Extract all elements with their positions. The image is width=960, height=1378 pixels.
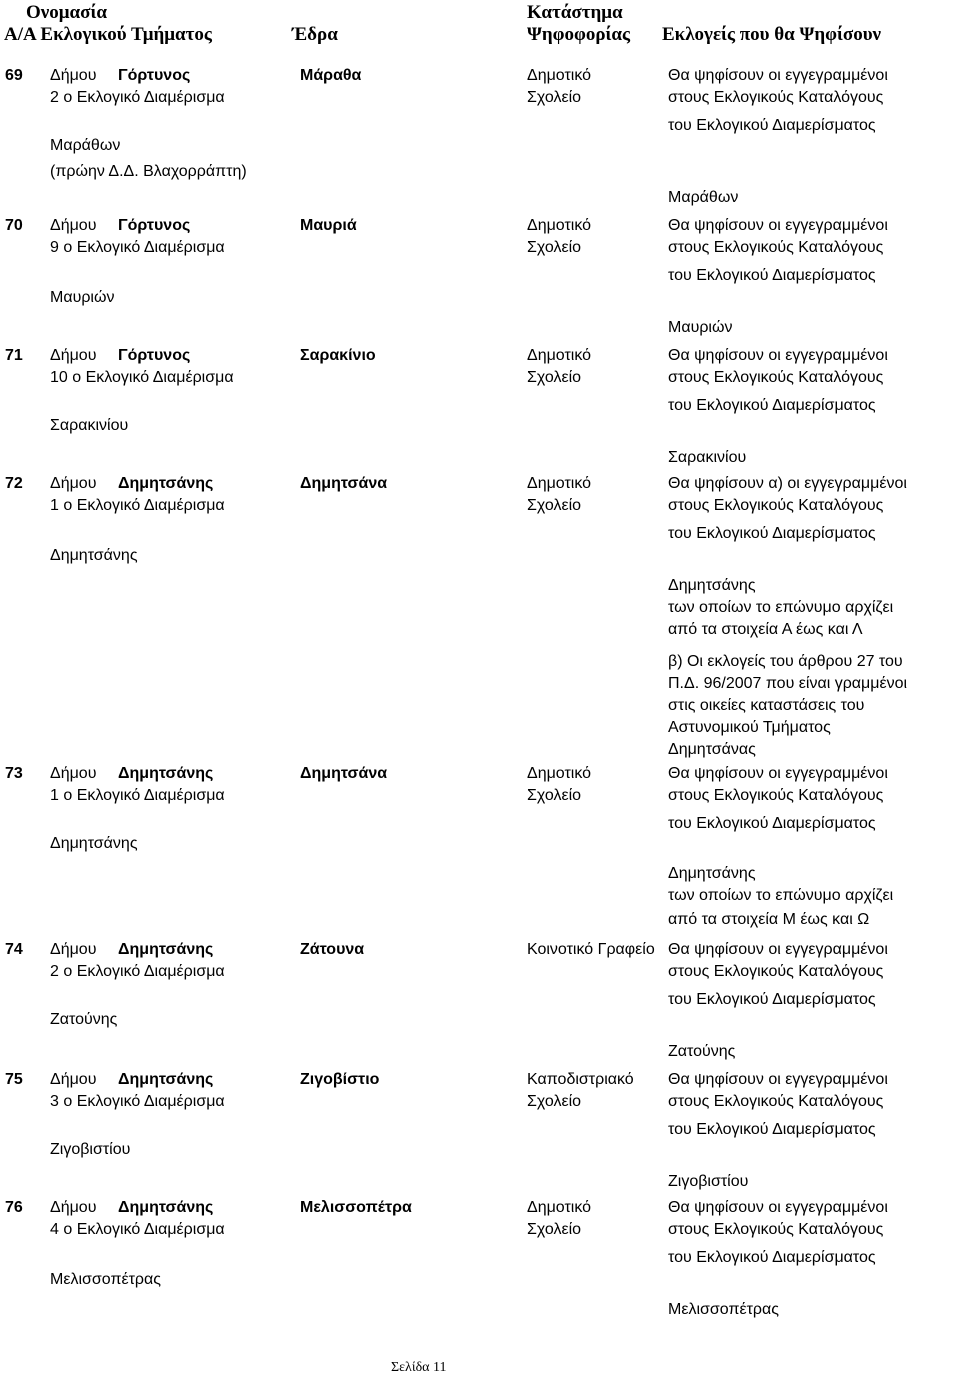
entry-seat: Μάραθα bbox=[300, 67, 362, 84]
entry-voters-line1: Θα ψηφίσουν οι εγγεγραμμένοι bbox=[668, 67, 888, 84]
entry-voters-line3: του Εκλογικού Διαμερίσματος bbox=[668, 815, 876, 832]
entry-number: 70 bbox=[5, 217, 23, 234]
entry-section-name: Σαρακινίου bbox=[50, 417, 129, 434]
entry-store-line1: Δημοτικό bbox=[527, 1199, 592, 1216]
entry-voters-line1: Θα ψηφίσουν οι εγγεγραμμένοι bbox=[668, 1071, 888, 1088]
header-col4: Εκλογείς που θα Ψηφίσουν bbox=[662, 24, 882, 45]
entry-store-line1: Δημοτικό bbox=[527, 67, 592, 84]
header-col3-line1: Κατάστημα bbox=[527, 2, 623, 23]
entry-section: 10 ο Εκλογικό Διαμέρισμα bbox=[50, 369, 234, 386]
entry-voters-line2: στους Εκλογικούς Καταλόγους bbox=[668, 963, 884, 980]
entry-voters-line1: Θα ψηφίσουν οι εγγεγραμμένοι bbox=[668, 1199, 888, 1216]
entry-voters-line4: Μαυριών bbox=[668, 319, 733, 336]
entry-voters-line4: Μαράθων bbox=[668, 189, 739, 206]
entry-store-line1: Δημοτικό bbox=[527, 347, 592, 364]
entry-town: Δημητσάνης bbox=[118, 1071, 214, 1088]
header-col1-line1: Ονομασία bbox=[26, 2, 107, 23]
header-col3-line2: Ψηφοφορίας bbox=[527, 24, 630, 45]
header-col1-line2: Α/Α Εκλογικού Τμήματος bbox=[4, 24, 212, 45]
entry-seat: Μελισσοπέτρα bbox=[300, 1199, 412, 1216]
entry-section: 2 ο Εκλογικό Διαμέρισμα bbox=[50, 963, 225, 980]
entry-voters-line4: Μελισσοπέτρας bbox=[668, 1301, 779, 1318]
entry-dimos: Δήμου bbox=[50, 475, 97, 492]
header-col2: Έδρα bbox=[292, 24, 338, 45]
entry-voters-line1: Θα ψηφίσουν οι εγγεγραμμένοι bbox=[668, 217, 888, 234]
entry-store-line1: Καποδιστριακό bbox=[527, 1071, 634, 1088]
entry-voters-line2: στους Εκλογικούς Καταλόγους bbox=[668, 787, 884, 804]
entry-section-note: (πρώην Δ.Δ. Βλαχορράπτη) bbox=[50, 163, 247, 180]
entry-voters-line1: Θα ψηφίσουν οι εγγεγραμμένοι bbox=[668, 765, 888, 782]
entry-voters-line1: Θα ψηφίσουν οι εγγεγραμμένοι bbox=[668, 347, 888, 364]
entry-voters-line3: του Εκλογικού Διαμερίσματος bbox=[668, 117, 876, 134]
entry-seat: Δημητσάνα bbox=[300, 475, 388, 492]
entry-voters-line7: β) Οι εκλογείς του άρθρου 27 του bbox=[668, 653, 903, 670]
entry-voters-line5: των οποίων το επώνυμο αρχίζει bbox=[668, 887, 894, 904]
entry-store-line1: Κοινοτικό Γραφείο bbox=[527, 941, 655, 958]
entry-section: 9 ο Εκλογικό Διαμέρισμα bbox=[50, 239, 225, 256]
entry-voters-line3: του Εκλογικού Διαμερίσματος bbox=[668, 397, 876, 414]
entry-town: Δημητσάνης bbox=[118, 475, 214, 492]
entry-store-line2: Σχολείο bbox=[527, 1093, 582, 1110]
entry-voters-line3: του Εκλογικού Διαμερίσματος bbox=[668, 267, 876, 284]
entry-seat: Ζάτουνα bbox=[300, 941, 365, 958]
entry-voters-line6: από τα στοιχεία Μ έως και Ω bbox=[668, 911, 870, 928]
entry-store-line2: Σχολείο bbox=[527, 1221, 582, 1238]
entry-voters-line2: στους Εκλογικούς Καταλόγους bbox=[668, 497, 884, 514]
entry-number: 75 bbox=[5, 1071, 23, 1088]
entry-dimos: Δήμου bbox=[50, 765, 97, 782]
entry-voters-line3: του Εκλογικού Διαμερίσματος bbox=[668, 991, 876, 1008]
entry-number: 69 bbox=[5, 67, 23, 84]
entry-voters-line4: Δημητσάνης bbox=[668, 865, 756, 882]
entry-section: 4 ο Εκλογικό Διαμέρισμα bbox=[50, 1221, 225, 1238]
entry-section: 2 ο Εκλογικό Διαμέρισμα bbox=[50, 89, 225, 106]
entry-dimos: Δήμου bbox=[50, 217, 97, 234]
entry-store-line2: Σχολείο bbox=[527, 369, 582, 386]
entry-voters-line2: στους Εκλογικούς Καταλόγους bbox=[668, 89, 884, 106]
entry-voters-line5: των οποίων το επώνυμο αρχίζει bbox=[668, 599, 894, 616]
entry-town: Γόρτυνος bbox=[118, 67, 191, 84]
entry-store-line2: Σχολείο bbox=[527, 787, 582, 804]
entry-voters-line3: του Εκλογικού Διαμερίσματος bbox=[668, 1249, 876, 1266]
entry-voters-line2: στους Εκλογικούς Καταλόγους bbox=[668, 239, 884, 256]
entry-town: Δημητσάνης bbox=[118, 765, 214, 782]
entry-store-line2: Σχολείο bbox=[527, 89, 582, 106]
entry-voters-line4: Ζιγοβιστίου bbox=[668, 1173, 749, 1190]
entry-section: 1 ο Εκλογικό Διαμέρισμα bbox=[50, 497, 225, 514]
entry-seat: Μαυριά bbox=[300, 217, 357, 234]
entry-voters-line2: στους Εκλογικούς Καταλόγους bbox=[668, 1221, 884, 1238]
entry-seat: Σαρακίνιο bbox=[300, 347, 376, 364]
entry-voters-line11: Δημητσάνας bbox=[668, 741, 756, 758]
entry-section-name: Δημητσάνης bbox=[50, 547, 138, 564]
entry-section-name: Ζατούνης bbox=[50, 1011, 118, 1028]
entry-voters-line4: Δημητσάνης bbox=[668, 577, 756, 594]
entry-seat: Ζιγοβίστιο bbox=[300, 1071, 380, 1088]
entry-section-name: Μαράθων bbox=[50, 137, 121, 154]
entry-voters-line2: στους Εκλογικούς Καταλόγους bbox=[668, 1093, 884, 1110]
entry-number: 72 bbox=[5, 475, 23, 492]
entry-section-name: Δημητσάνης bbox=[50, 835, 138, 852]
entry-number: 74 bbox=[5, 941, 23, 958]
entry-dimos: Δήμου bbox=[50, 1071, 97, 1088]
entry-voters-line3: του Εκλογικού Διαμερίσματος bbox=[668, 1121, 876, 1138]
entry-dimos: Δήμου bbox=[50, 941, 97, 958]
entry-number: 76 bbox=[5, 1199, 23, 1216]
entry-voters-line6: από τα στοιχεία Α έως και Λ bbox=[668, 621, 863, 638]
entry-town: Δημητσάνης bbox=[118, 1199, 214, 1216]
entry-store-line1: Δημοτικό bbox=[527, 475, 592, 492]
entry-store-line2: Σχολείο bbox=[527, 239, 582, 256]
entry-dimos: Δήμου bbox=[50, 347, 97, 364]
entry-voters-line9: στις οικείες καταστάσεις του bbox=[668, 697, 865, 714]
entry-section-name: Μελισσοπέτρας bbox=[50, 1271, 161, 1288]
entry-voters-line4: Ζατούνης bbox=[668, 1043, 736, 1060]
entry-voters-line4: Σαρακινίου bbox=[668, 449, 747, 466]
entry-voters-line2: στους Εκλογικούς Καταλόγους bbox=[668, 369, 884, 386]
entry-store-line2: Σχολείο bbox=[527, 497, 582, 514]
entry-voters-line1: Θα ψηφίσουν οι εγγεγραμμένοι bbox=[668, 941, 888, 958]
entry-store-line1: Δημοτικό bbox=[527, 217, 592, 234]
entry-section: 1 ο Εκλογικό Διαμέρισμα bbox=[50, 787, 225, 804]
entry-voters-line3: του Εκλογικού Διαμερίσματος bbox=[668, 525, 876, 542]
entry-voters-line1: Θα ψηφίσουν α) οι εγγεγραμμένοι bbox=[668, 475, 907, 492]
entry-dimos: Δήμου bbox=[50, 1199, 97, 1216]
entry-town: Γόρτυνος bbox=[118, 217, 191, 234]
entry-voters-line10: Αστυνομικού Τμήματος bbox=[668, 719, 831, 736]
entry-dimos: Δήμου bbox=[50, 67, 97, 84]
entry-section-name: Ζιγοβιστίου bbox=[50, 1141, 131, 1158]
entry-section: 3 ο Εκλογικό Διαμέρισμα bbox=[50, 1093, 225, 1110]
entry-seat: Δημητσάνα bbox=[300, 765, 388, 782]
entry-section-name: Μαυριών bbox=[50, 289, 115, 306]
entry-voters-line8: Π.Δ. 96/2007 που είναι γραμμένοι bbox=[668, 675, 908, 692]
page-number: Σελίδα 11 bbox=[391, 1360, 447, 1375]
entry-number: 71 bbox=[5, 347, 23, 364]
entry-store-line1: Δημοτικό bbox=[527, 765, 592, 782]
entry-town: Γόρτυνος bbox=[118, 347, 191, 364]
entry-number: 73 bbox=[5, 765, 23, 782]
entry-town: Δημητσάνης bbox=[118, 941, 214, 958]
